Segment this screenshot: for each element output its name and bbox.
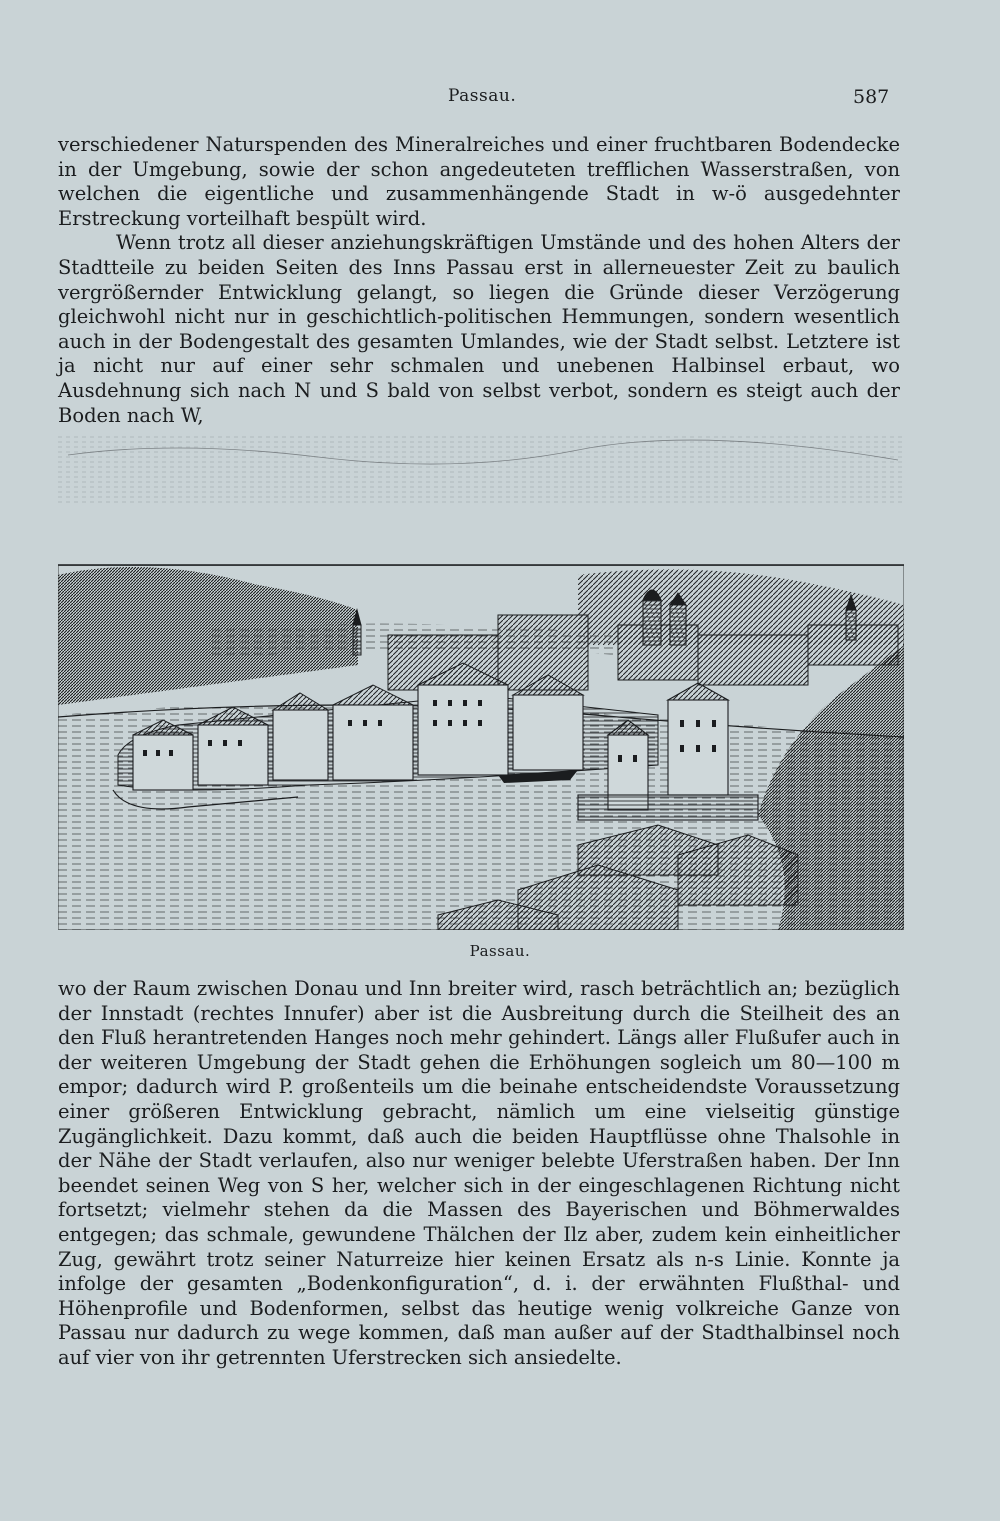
page-number: 587 — [853, 86, 890, 108]
running-head — [0, 86, 1000, 110]
paragraph: Wenn trotz all dieser anziehungskräftigen Umstände und des hohen Alters der Stadtteile zu beiden Seiten des Inns Passau erst in allerneuester Zeit zu baulich vergrößernder Entwicklung gelangt, so liegen die Gründe dieser Verzögerung gleichwohl nicht nur in geschichtlich-politischen Hemmungen, sondern wesentlich auch in der Bodengestalt des gesamten Umlandes, wie der Stadt selbst. Letztere ist ja nicht nur auf einer sehr schmalen und unebenen Halbinsel erbaut, wo Ausdehnung sich nach N und S bald von selbst verbot, sondern es steigt auch der Boden nach W, — [58, 231, 900, 427]
running-title: Passau. — [448, 86, 517, 106]
text-block-bottom — [58, 977, 900, 1371]
paragraph-continued: wo der Raum zwischen Donau und Inn breiter wird, rasch beträchtlich an; bezüglich der Innstadt (rechtes Innufer) aber ist die Ausbreitung durch die Steilheit des an den Fluß herantretenden Hanges noch mehr gehindert. Längs aller Flußufer auch in der weiteren Umgebung der Stadt gehen die Erhöhungen sogleich um 80—100 m empor; dadurch wird P. großenteils um die beinahe entscheidendste Voraussetzung einer größeren Entwicklung gebracht, nämlich um eine vielseitig günstige Zugänglichkeit. Dazu kommt, daß auch die beiden Hauptflüsse ohne Thalsohle in der Nähe der Stadt verlaufen, also nur weniger belebte Uferstraßen haben. Der Inn beendet seinen Weg von S her, welcher sich in der eingeschlagenen Richtung nicht fortsetzt; vielmehr stehen da die Massen des Bayerischen und Böhmerwaldes entgegen; das schmale, gewundene Thälchen der Ilz aber, zudem kein einheitlicher Zug, gewährt trotz seiner Naturreize hier keinen Ersatz als n-s Linie. Konnte ja infolge der gesamten „Bodenkonfiguration“, d. i. der erwähnten Flußthal- und Höhenprofile und Bodenformen, selbst das heutige wenig volkreiche Ganze von Passau nur dadurch zu wege kommen, daß man außer auf der Stadthalbinsel noch auf vier von ihr getrennten Uferstrecken sich ansiedelte. — [58, 977, 900, 1369]
figure-caption: Passau. — [469, 942, 531, 960]
paragraph-continued: verschiedener Naturspenden des Mineralreiches und einer fruchtbaren Bodendecke in der Umgebung, sowie der schon angedeuteten trefflichen Wasserstraßen, von welchen die eigentliche und zusammenhängende Stadt in w-ö ausgedehnter Erstreckung vorteilhaft bespült wird. — [58, 133, 900, 230]
text-block-top — [58, 133, 900, 428]
passau-engraving — [58, 435, 904, 930]
